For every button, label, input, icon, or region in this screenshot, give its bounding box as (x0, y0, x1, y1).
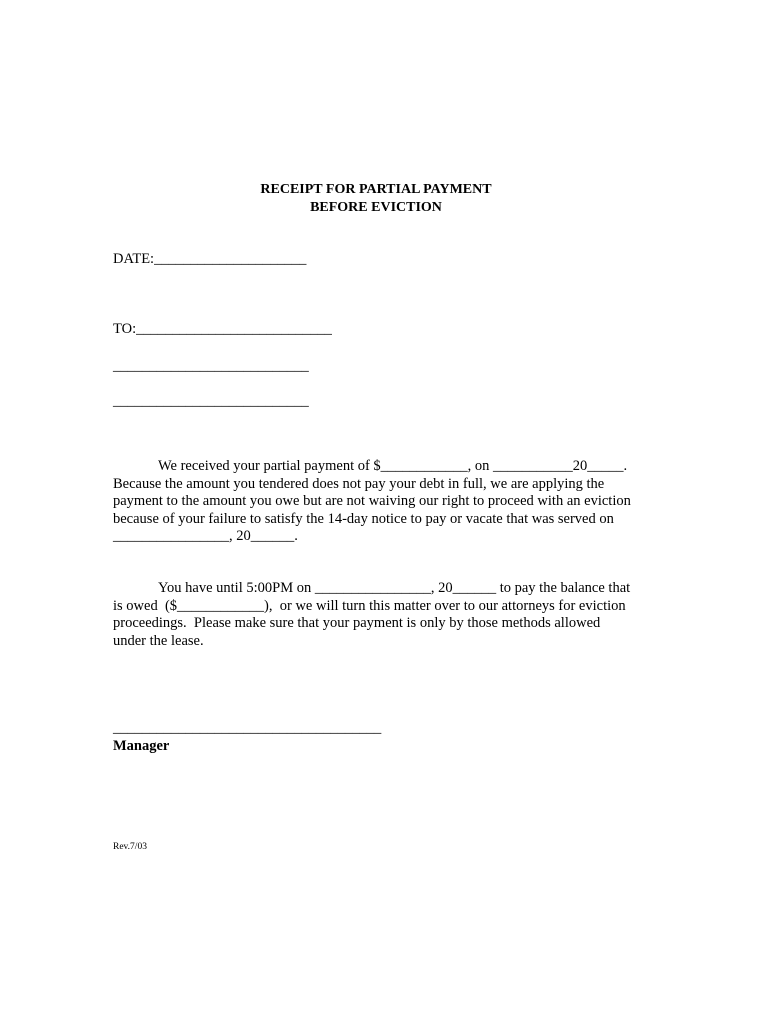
paragraph-2-line: under the lease. (113, 632, 204, 649)
address-line-2: ___________________________ (113, 393, 309, 409)
paragraph-1-line: because of your failure to satisfy the 14-day notice to pay or vacate that was served on (113, 510, 614, 527)
paragraph-1-line: We received your partial payment of $____________, on ___________20_____. (158, 458, 628, 474)
signature-label: Manager (113, 738, 170, 754)
payment-received-paragraph (113, 458, 673, 546)
to-field: TO:___________________________ (113, 321, 332, 337)
date-field: DATE:_____________________ (113, 251, 307, 267)
signature-line: _____________________________________ (113, 720, 382, 736)
paragraph-2-line: is owed ($____________), or we will turn this matter over to our attorneys for eviction (113, 597, 626, 614)
paragraph-2-line: proceedings. Please make sure that your payment is only by those methods allowed (113, 615, 601, 632)
paragraph-1-line: ________________, 20______. (113, 528, 298, 545)
balance-due-paragraph (113, 580, 673, 650)
paragraph-1-line: payment to the amount you owe but are not waiving our right to proceed with an eviction (113, 493, 631, 510)
revision-note: Rev.7/03 (113, 842, 147, 852)
address-line-1: ___________________________ (113, 358, 309, 374)
paragraph-2-line: You have until 5:00PM on ________________, 20______ to pay the balance that (158, 580, 631, 596)
document-title-line-2: BEFORE EVICTION (310, 200, 442, 215)
document-title-line-1: RECEIPT FOR PARTIAL PAYMENT (260, 182, 492, 197)
paragraph-1-line: Because the amount you tendered does not pay your debt in full, we are applying the (113, 475, 605, 492)
